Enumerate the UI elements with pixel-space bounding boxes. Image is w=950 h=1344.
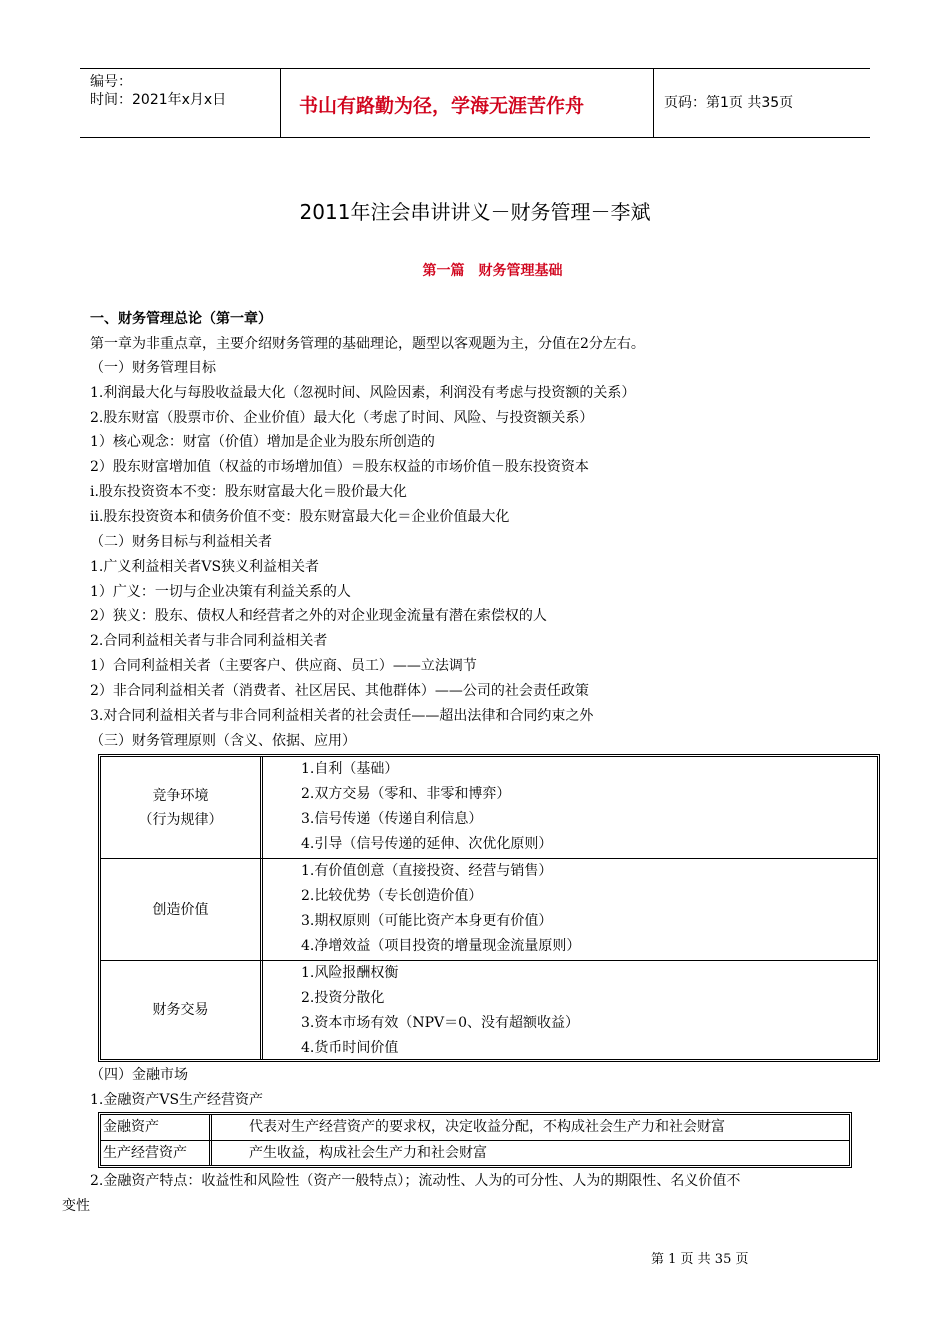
row-items <box>301 757 552 857</box>
body-line: i.股东投资资本不变：股东财富最大化＝股价最大化 <box>90 484 407 500</box>
list-item: 3.资本市场有效（NPV＝0、没有超额收益） <box>301 1015 580 1031</box>
asset-description: 代表对生产经营资产的要求权，决定收益分配，不构成社会生产力和社会财富 <box>249 1119 725 1135</box>
body-line: 1）合同利益相关者（主要客户、供应商、员工）——立法调节 <box>90 658 477 674</box>
page-footer: 第 1 页 共 35 页 <box>651 1252 749 1267</box>
list-item: 2.双方交易（零和、非零和博弈） <box>301 786 511 802</box>
body-line: 2.股东财富（股票市价、企业价值）最大化（考虑了时间、风险、与投资额关系） <box>90 410 594 426</box>
table-row <box>101 1141 849 1166</box>
body-line: 2.金融资产特点：收益性和风险性（资产一般特点）；流动性、人为的可分性、人为的期限性、名义价值不 <box>90 1173 741 1189</box>
principles-table <box>98 754 880 1062</box>
list-item: 2.投资分散化 <box>301 990 385 1006</box>
header-page-cell <box>654 69 870 137</box>
column-divider <box>209 1141 212 1166</box>
asset-label: 金融资产 <box>103 1119 159 1135</box>
list-item: 1.自利（基础） <box>301 761 399 777</box>
list-item: 1.风险报酬权衡 <box>301 965 399 981</box>
body-line: 3.对合同利益相关者与非合同利益相关者的社会责任——超出法律和合同约束之外 <box>90 708 594 724</box>
list-item: 4.货币时间价值 <box>301 1040 399 1056</box>
row-label <box>101 961 263 1059</box>
row-label <box>101 757 263 858</box>
page-header <box>80 68 870 138</box>
row-label-line: 创造价值 <box>152 901 209 918</box>
table-row <box>101 859 877 961</box>
list-item: 3.期权原则（可能比资产本身更有价值） <box>301 913 553 929</box>
list-item: 3.信号传递（传递自利信息） <box>301 811 483 827</box>
row-items <box>301 859 580 959</box>
body-line: 1）广义：一切与企业决策有利益关系的人 <box>90 584 351 600</box>
body-line: 1.金融资产VS生产经营资产 <box>90 1092 264 1108</box>
body-line: 1.利润最大化与每股收益最大化（忽视时间、风险因素，利润没有考虑与投资额的关系） <box>90 385 636 401</box>
body-line: 2）狭义：股东、债权人和经营者之外的对企业现金流量有潜在索偿权的人 <box>90 608 547 624</box>
row-label <box>101 859 263 960</box>
body-line: 2）非合同利益相关者（消费者、社区居民、其他群体）——公司的社会责任政策 <box>90 683 589 699</box>
body-line: 变性 <box>62 1198 90 1214</box>
header-meta-cell <box>80 69 281 137</box>
row-label-line: 财务交易 <box>152 1002 209 1018</box>
row-label-line: （行为规律） <box>138 811 223 828</box>
body-line: 1）核心观念：财富（价值）增加是企业为股东所创造的 <box>90 434 435 450</box>
body-line: ii.股东投资资本和债务价值不变：股东财富最大化＝企业价值最大化 <box>90 509 510 525</box>
table-row <box>101 961 877 1059</box>
asset-description: 产生收益，构成社会生产力和社会财富 <box>249 1145 487 1161</box>
body-line: 第一章为非重点章，主要介绍财务管理的基础理论，题型以客观题为主，分值在2分左右。 <box>90 336 645 352</box>
header-motto-cell <box>281 69 654 137</box>
asset-label: 生产经营资产 <box>103 1145 187 1161</box>
list-item: 2.比较优势（专长创造价值） <box>301 888 483 904</box>
body-line: （四）金融市场 <box>90 1067 188 1083</box>
body-line: 2.合同利益相关者与非合同利益相关者 <box>90 633 328 649</box>
row-items <box>301 961 579 1061</box>
body-line: 1.广义利益相关者VS狭义利益相关者 <box>90 559 320 575</box>
page-info: 页码：第1页 共35页 <box>664 95 794 111</box>
number-label: 编号： <box>90 74 132 90</box>
column-divider <box>209 1115 212 1140</box>
body-line: （三）财务管理原则（含义、依据、应用） <box>90 733 356 749</box>
list-item: 1.有价值创意（直接投资、经营与销售） <box>301 863 553 879</box>
table-row <box>101 1115 849 1141</box>
body-line: 2）股东财富增加值（权益的市场增加值）＝股东权益的市场价值－股东投资资本 <box>90 459 589 475</box>
time-label: 时间：2021年x月x日 <box>90 92 227 108</box>
section-heading: 一、财务管理总论（第一章） <box>90 311 272 327</box>
assets-table <box>98 1112 852 1168</box>
document-title: 2011年注会串讲讲义－财务管理－李斌 <box>299 200 651 224</box>
list-item: 4.净增效益（项目投资的增量现金流量原则） <box>301 938 581 954</box>
body-line: （一）财务管理目标 <box>90 360 216 376</box>
row-label-line: 竞争环境 <box>152 787 209 804</box>
table-row <box>101 757 877 859</box>
part-title: 第一篇 财务管理基础 <box>422 263 563 279</box>
body-line: （二）财务目标与利益相关者 <box>90 534 272 550</box>
motto-text: 书山有路勤为径，学海无涯苦作舟 <box>299 95 585 117</box>
list-item: 4.引导（信号传递的延伸、次优化原则） <box>301 836 553 852</box>
